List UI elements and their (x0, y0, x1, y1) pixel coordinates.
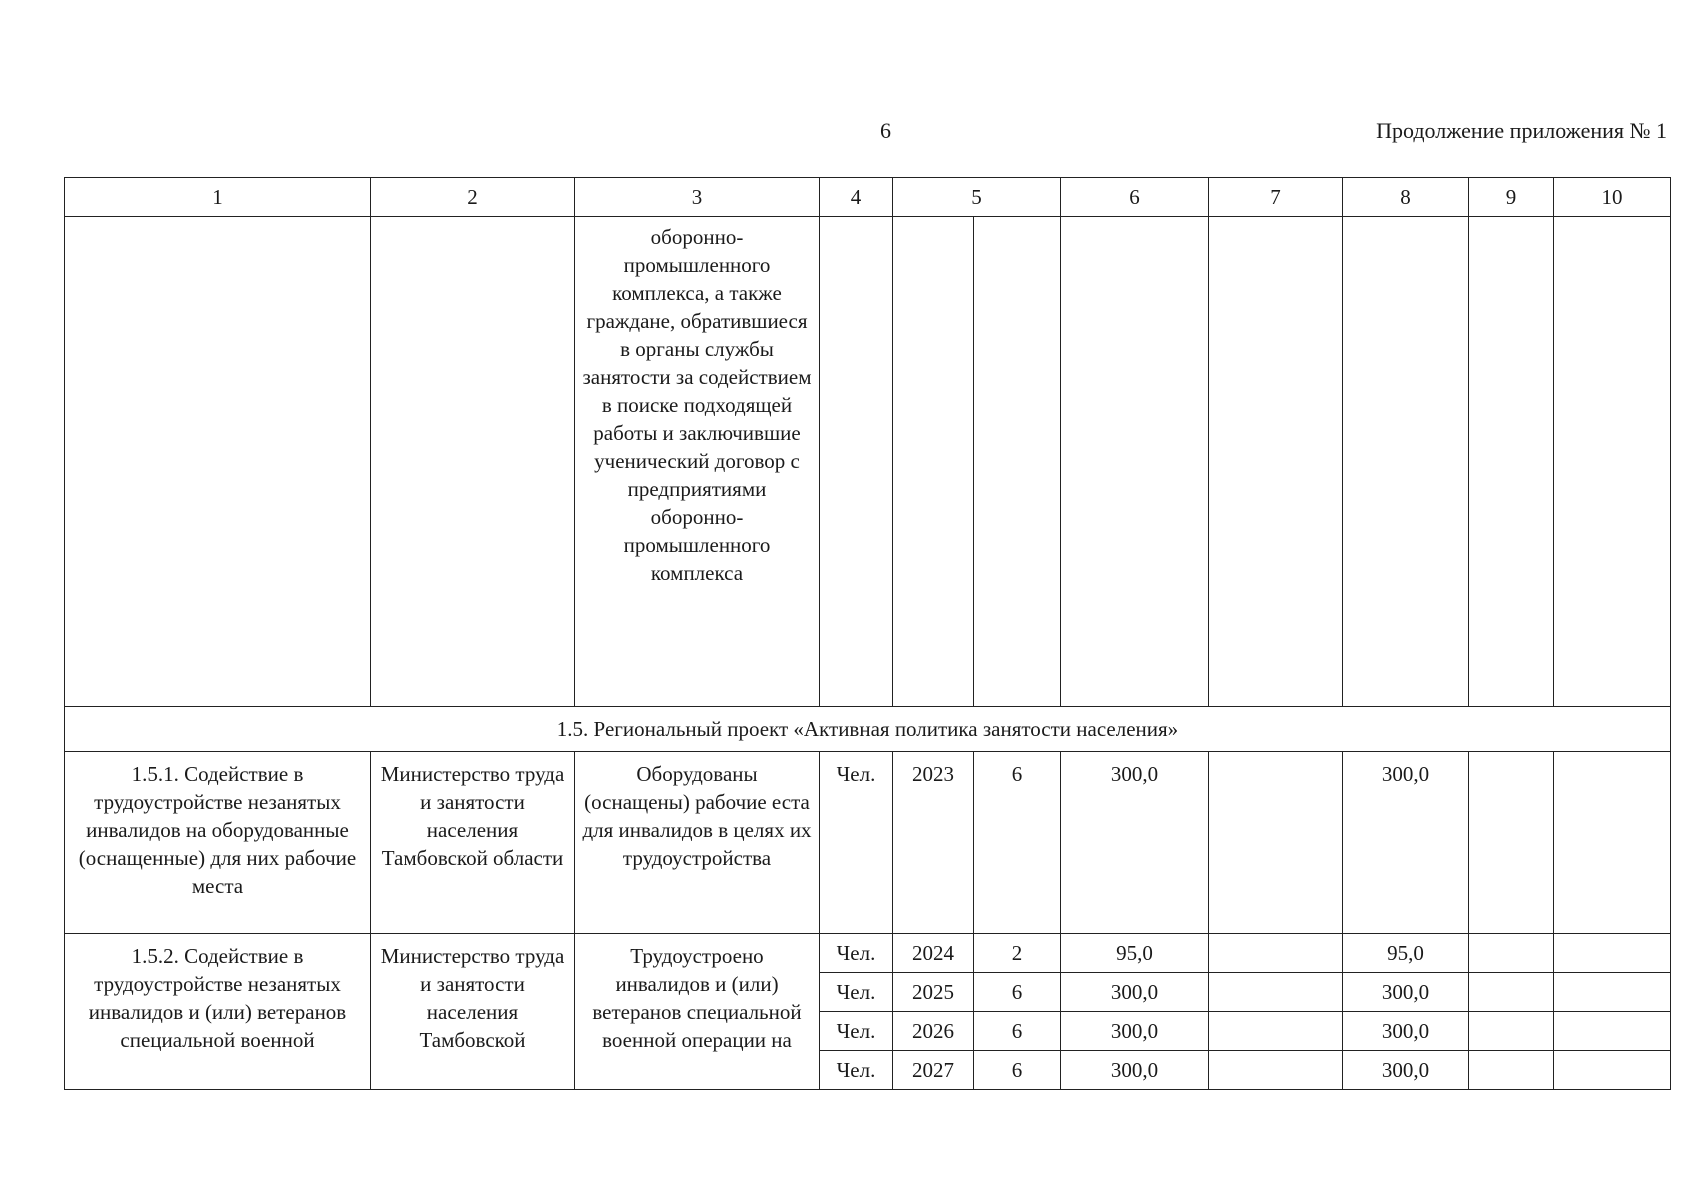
section-row (65, 707, 1671, 752)
amount-col9 (1469, 752, 1554, 934)
amount-col10 (1554, 752, 1671, 934)
quantity: 6 (974, 752, 1061, 934)
cell (1554, 217, 1671, 707)
col-number-9: 9 (1469, 178, 1554, 217)
amount-col7 (1209, 973, 1343, 1012)
unit: Чел. (820, 1051, 893, 1090)
col-number-6: 6 (1061, 178, 1209, 217)
cell (1209, 217, 1343, 707)
year: 2023 (893, 752, 974, 934)
amount-col7 (1209, 752, 1343, 934)
cell (1061, 217, 1209, 707)
table-row (65, 752, 1671, 934)
cell (893, 217, 974, 707)
cell (65, 217, 371, 707)
amount-col9 (1469, 934, 1554, 973)
continued-text: оборонно-промышленного комплекса, а также граждане, обратившиеся в органы службы занятости за содействием в поиске подходящей работы и заключившие ученический договор с предприятиями оборонно-промышленного комплекса (575, 217, 820, 707)
col-number-2: 2 (371, 178, 575, 217)
column-number-row (65, 178, 1671, 217)
cell (974, 217, 1061, 707)
amount-col8: 300,0 (1343, 1012, 1469, 1051)
amount-col6: 300,0 (1061, 1051, 1209, 1090)
col-number-1: 1 (65, 178, 371, 217)
responsible-executor: Министерство труда и занятости населения Тамбовской области (371, 752, 575, 934)
quantity: 6 (974, 1012, 1061, 1051)
amount-col7 (1209, 1051, 1343, 1090)
quantity: 6 (974, 1051, 1061, 1090)
unit: Чел. (820, 973, 893, 1012)
unit: Чел. (820, 934, 893, 973)
responsible-executor: Министерство труда и занятости населения Тамбовской (371, 934, 575, 1090)
year: 2025 (893, 973, 974, 1012)
amount-col8: 95,0 (1343, 934, 1469, 973)
year: 2024 (893, 934, 974, 973)
section-title: 1.5. Региональный проект «Активная политика занятости населения» (65, 707, 1671, 752)
amount-col8: 300,0 (1343, 752, 1469, 934)
year: 2027 (893, 1051, 974, 1090)
col-number-5: 5 (893, 178, 1061, 217)
col-number-10: 10 (1554, 178, 1671, 217)
amount-col6: 95,0 (1061, 934, 1209, 973)
page-number: 6 (880, 118, 891, 143)
amount-col8: 300,0 (1343, 973, 1469, 1012)
cell (371, 217, 575, 707)
year: 2026 (893, 1012, 974, 1051)
amount-col6: 300,0 (1061, 1012, 1209, 1051)
appendix-label: Продолжение приложения № 1 (1376, 118, 1667, 143)
amount-col10 (1554, 973, 1671, 1012)
result-description: Оборудованы (оснащены) рабочие еста для инвалидов в целях их трудоустройства (575, 752, 820, 934)
cell (820, 217, 893, 707)
col-number-7: 7 (1209, 178, 1343, 217)
table-row (65, 934, 1671, 973)
cell (1343, 217, 1469, 707)
amount-col9 (1469, 1012, 1554, 1051)
amount-col10 (1554, 1012, 1671, 1051)
unit: Чел. (820, 752, 893, 934)
amount-col10 (1554, 1051, 1671, 1090)
unit: Чел. (820, 1012, 893, 1051)
amount-col9 (1469, 1051, 1554, 1090)
amount-col8: 300,0 (1343, 1051, 1469, 1090)
amount-col7 (1209, 934, 1343, 973)
result-description: Трудоустроено инвалидов и (или) ветеранов специальной военной операции на (575, 934, 820, 1090)
amount-col10 (1554, 934, 1671, 973)
program-table (64, 177, 1671, 1090)
amount-col6: 300,0 (1061, 752, 1209, 934)
col-number-4: 4 (820, 178, 893, 217)
col-number-3: 3 (575, 178, 820, 217)
amount-col9 (1469, 973, 1554, 1012)
amount-col7 (1209, 1012, 1343, 1051)
continued-row (65, 217, 1671, 707)
amount-col6: 300,0 (1061, 973, 1209, 1012)
activity-name: 1.5.2. Содействие в трудоустройстве незанятых инвалидов и (или) ветеранов специальной военной (65, 934, 371, 1090)
col-number-8: 8 (1343, 178, 1469, 217)
activity-name: 1.5.1. Содействие в трудоустройстве незанятых инвалидов на оборудованные (оснащенные) для них рабочие места (65, 752, 371, 934)
quantity: 6 (974, 973, 1061, 1012)
quantity: 2 (974, 934, 1061, 973)
cell (1469, 217, 1554, 707)
